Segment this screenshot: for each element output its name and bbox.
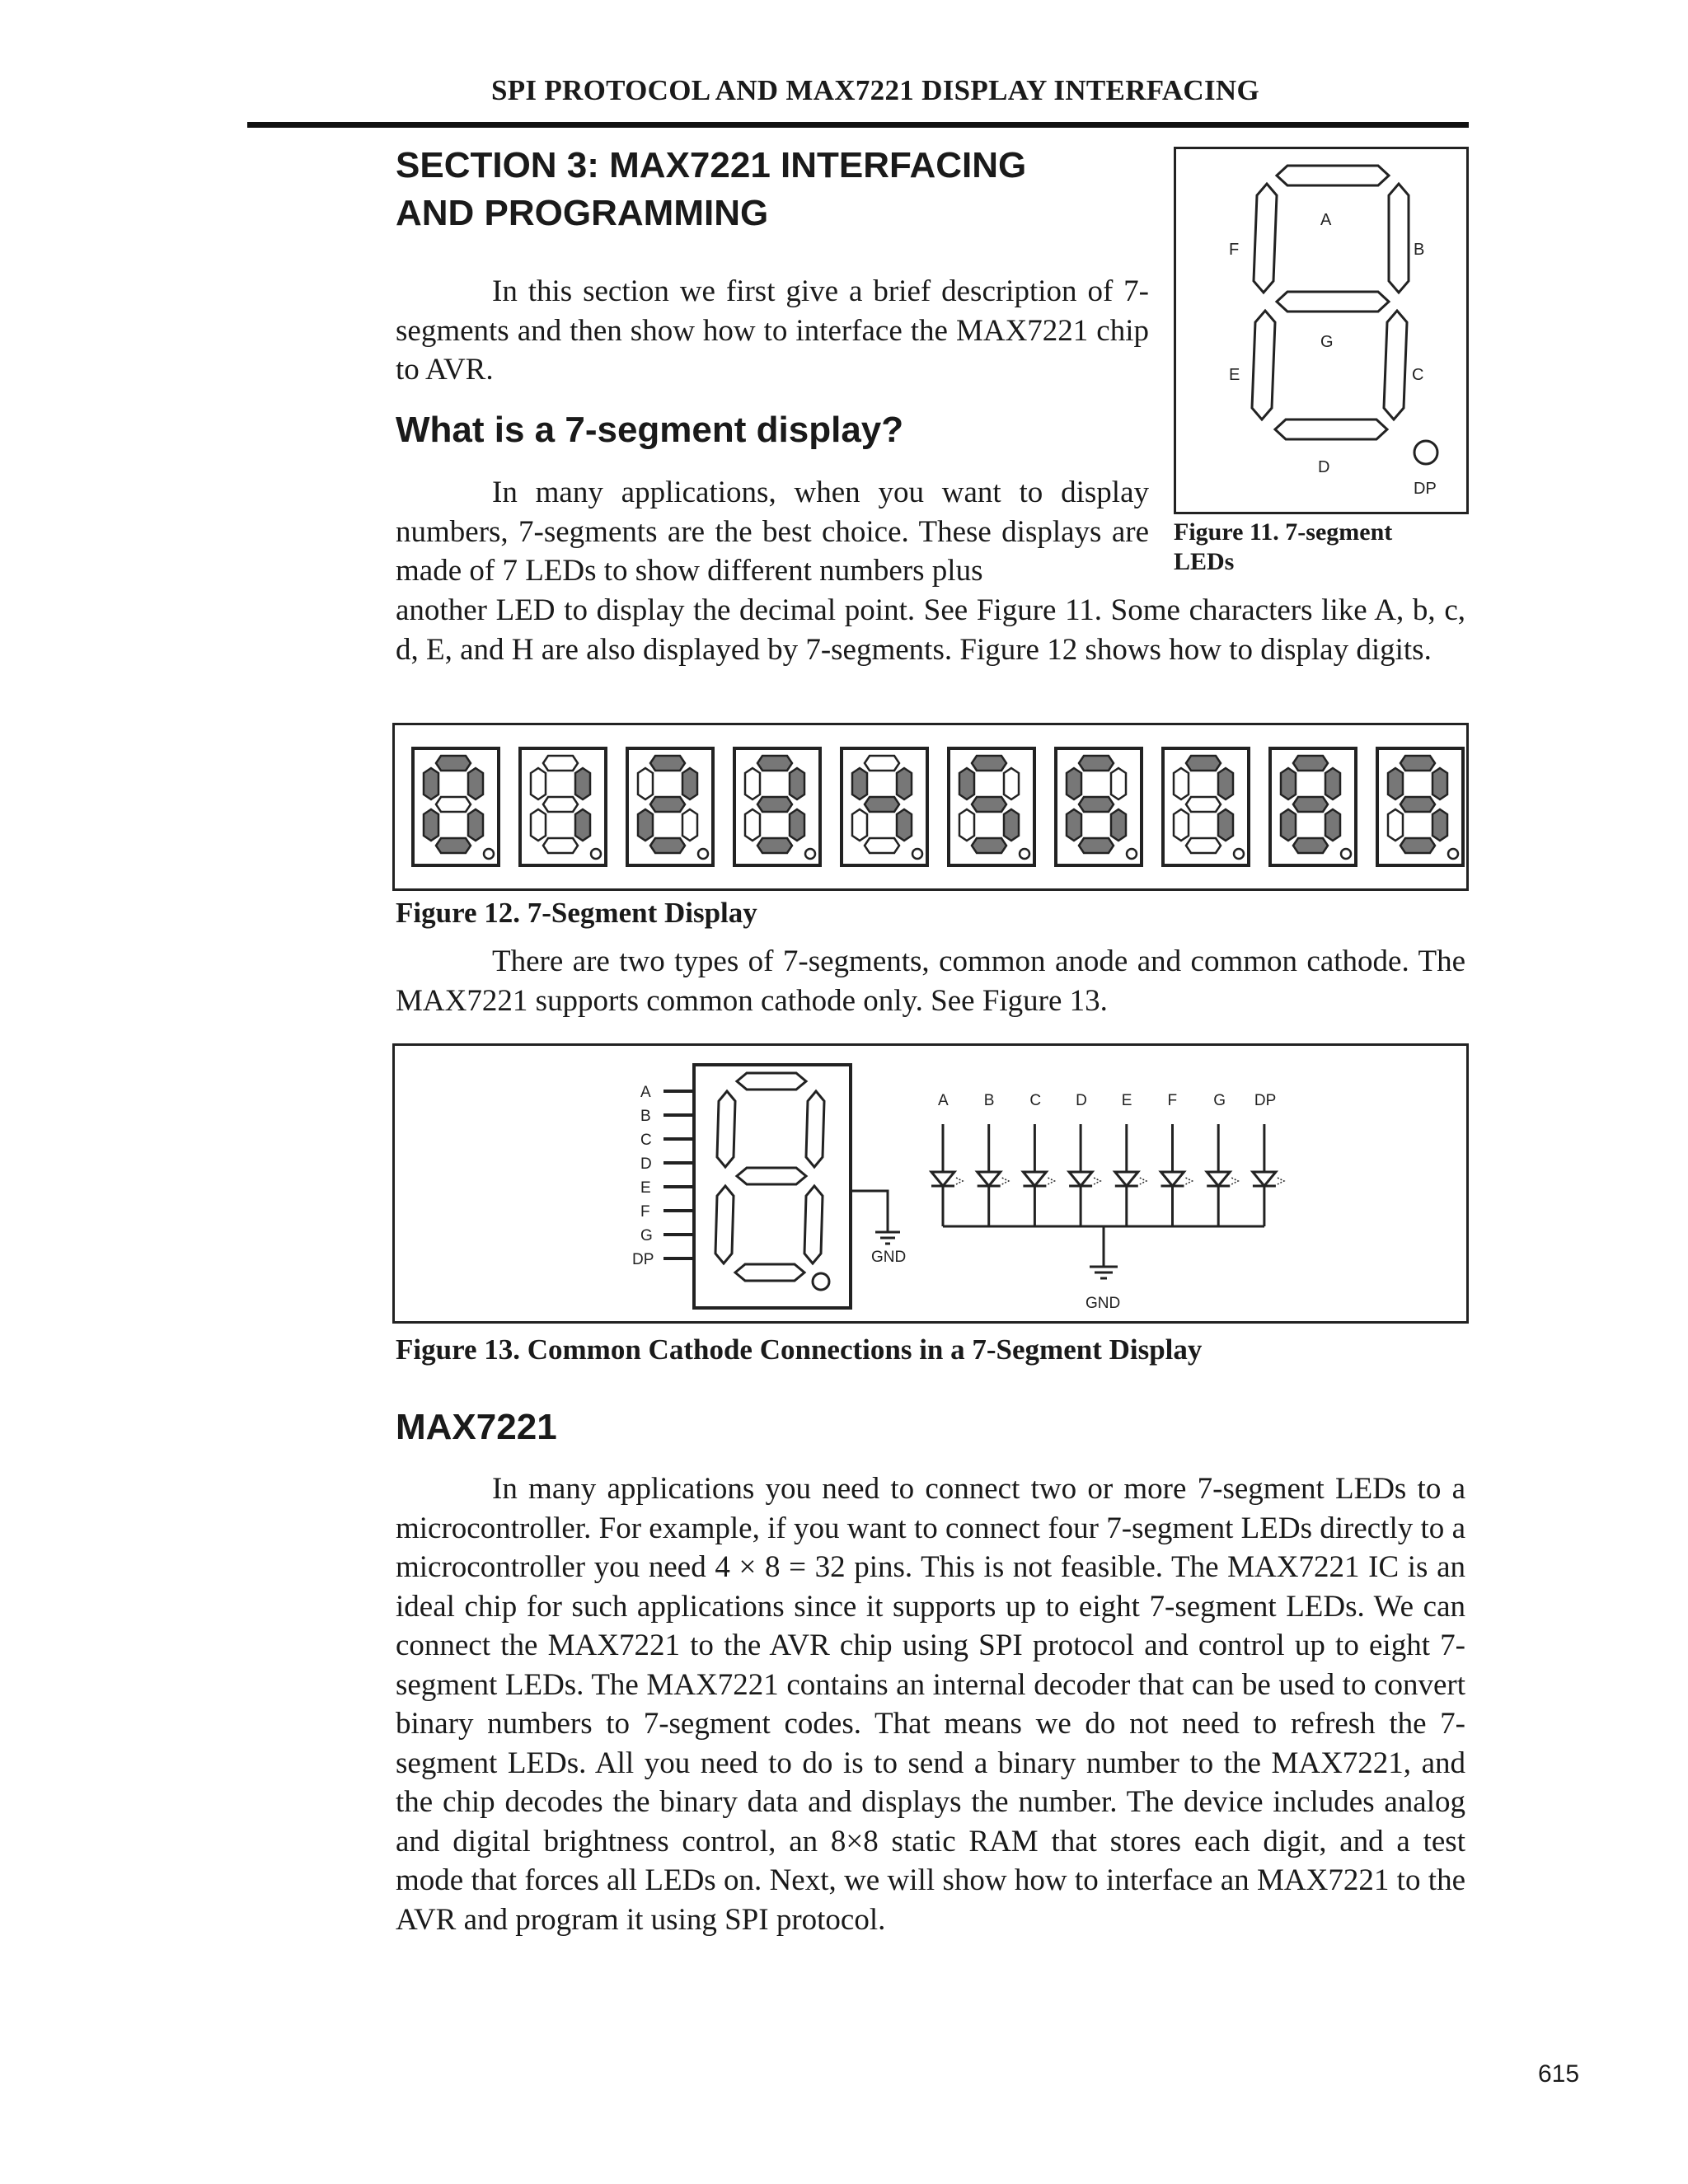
digit-4-segment-e: [852, 809, 867, 841]
fig11-label-f: F: [1229, 241, 1240, 259]
digit-1-segment-e: [531, 809, 546, 841]
header-rule: [247, 122, 1469, 128]
digit-cell-9: [1377, 748, 1463, 865]
fig13-led-label-d: D: [1076, 1092, 1087, 1109]
digit-3-segment-g: [757, 797, 792, 812]
fig11-label-g: G: [1320, 333, 1334, 351]
figure13-box: [392, 1043, 1469, 1324]
fig13-led-label-dp: DP: [1254, 1092, 1277, 1109]
digit-6-segment-d: [1079, 838, 1114, 853]
digit-0-segment-c: [468, 809, 483, 841]
intro-paragraph: In this section we first give a brief description of 7-segments and then show how to interface the MAX7221 chip to AVR.: [396, 274, 1149, 387]
digit-6-dp: [1127, 849, 1137, 859]
digit-1-segment-f: [531, 768, 546, 799]
fig13-gnd-right-label: GND: [1085, 1295, 1121, 1312]
digit-2-segment-e: [638, 809, 653, 841]
digit-7-segment-e: [1174, 809, 1189, 841]
figure12-caption: Figure 12. 7-Segment Display: [396, 897, 757, 929]
figure11-caption-line2: LEDs: [1174, 548, 1235, 575]
fig13-pin-label-f: F: [640, 1203, 650, 1221]
fig11-label-e: E: [1229, 366, 1240, 384]
digit-cell-5: [949, 748, 1034, 865]
max7221-heading: MAX7221: [396, 1407, 557, 1447]
fig13-led-label-g: G: [1213, 1092, 1226, 1109]
segment-dp: [1414, 441, 1437, 464]
digit-6-segment-f: [1067, 768, 1081, 799]
digit-3-segment-c: [790, 809, 804, 841]
segment-c: [1384, 311, 1407, 419]
digit-8-dp: [1341, 849, 1351, 859]
digit-9-segment-f: [1388, 768, 1403, 799]
digit-4-segment-b: [897, 768, 912, 799]
digit-6-segment-c: [1111, 809, 1126, 841]
digit-2-segment-g: [650, 797, 685, 812]
segment-b: [1389, 184, 1409, 293]
fig13-led-b: [978, 1124, 1009, 1226]
digit-5-segment-d: [972, 838, 1006, 853]
max7221-paragraph: In many applications you need to connect two or more 7-segment LEDs to a microcontroller. For example, if you want to connect four 7-segment LEDs directly to a microcontroller you need 4 × 8 = 32 pins. This is not feasible. The MAX7221 IC is an ideal chip for such applications since it supports up to eight 7-segment LEDs. We can connect the MAX7221 to the AVR chip using SPI protocol and control up to eight 7-segment LEDs. The MAX7221 contains an internal decoder that can be used to convert binary numbers to 7-segment codes. That means we do not need to refresh the 7-segment LEDs. All you need to do is to send a binary number to the MAX7221, and the chip decodes the binary data and displays the number. The device includes analog and digital brightness control, an 8×8 static RAM that stores each digit, and a test mode that forces all LEDs on. Next, we will show how to interface an MAX7221 to the AVR and program it using SPI protocol.: [396, 1472, 1465, 1937]
fig13-left-ground: [851, 1191, 900, 1244]
fig13-gnd-left-label: GND: [871, 1249, 907, 1266]
fig13-pin-label-b: B: [640, 1108, 651, 1125]
digit-2-segment-f: [638, 768, 653, 799]
digit-9-segment-b: [1432, 768, 1447, 799]
digit-3-segment-a: [757, 756, 792, 771]
fig13-led-label-c: C: [1029, 1092, 1042, 1109]
digit-cell-4: [842, 748, 927, 865]
digit-cell-3: [734, 748, 820, 865]
digit-cell-8: [1270, 748, 1356, 865]
digit-0-segment-g: [436, 797, 471, 812]
fig13-led-c: [1023, 1124, 1054, 1226]
figure12-box: [392, 723, 1469, 891]
fig11-label-c: C: [1412, 366, 1424, 384]
digit-7-segment-f: [1174, 768, 1189, 799]
digit-9-segment-g: [1400, 797, 1435, 812]
digit-4-segment-f: [852, 768, 867, 799]
figure11-caption-line1: Figure 11. 7-segment: [1174, 518, 1393, 546]
digit-3-segment-d: [757, 838, 792, 853]
digit-cell-2: [627, 748, 713, 865]
segment-e: [1252, 311, 1275, 419]
figure13-caption: Figure 13. Common Cathode Connections in a 7-Segment Display: [396, 1333, 1203, 1366]
digit-1-segment-d: [543, 838, 578, 853]
digit-8-segment-c: [1325, 809, 1340, 841]
digit-4-segment-d: [865, 838, 899, 853]
digit-4-segment-c: [897, 809, 912, 841]
digit-1-segment-c: [575, 809, 590, 841]
section-heading: [396, 142, 1137, 237]
digit-3-segment-e: [745, 809, 760, 841]
cathode-paragraph: There are two types of 7-segments, common anode and common cathode. The MAX7221 supports common cathode only. See Figure 13.: [396, 944, 1465, 1018]
figure12-digit-row: [395, 725, 1466, 888]
segment-f: [1254, 184, 1277, 293]
digit-0-segment-a: [436, 756, 471, 771]
digit-8-segment-e: [1281, 809, 1296, 841]
fig13-led-g: [1207, 1124, 1238, 1226]
digit-5-segment-b: [1004, 768, 1019, 799]
digit-9-segment-a: [1400, 756, 1435, 771]
digit-9-segment-c: [1432, 809, 1447, 841]
digit-7-segment-d: [1186, 838, 1221, 853]
digit-1-segment-b: [575, 768, 590, 799]
digit-8-segment-g: [1293, 797, 1328, 812]
fig13-pin-label-d: D: [640, 1155, 652, 1173]
seven-segment-heading: What is a 7-segment display?: [396, 410, 904, 450]
digit-7-segment-a: [1186, 756, 1221, 771]
section-heading-line1: SECTION 3: MAX7221 INTERFACING: [396, 145, 1027, 185]
fig13-right-ground: [943, 1226, 1264, 1278]
digit-2-dp: [698, 849, 708, 859]
fig13-led-e: [1115, 1124, 1146, 1226]
fig11-label-b: B: [1414, 241, 1425, 259]
digit-7-segment-c: [1218, 809, 1233, 841]
digit-6-segment-e: [1067, 809, 1081, 841]
digit-6-segment-g: [1079, 797, 1114, 812]
digit-0-segment-b: [468, 768, 483, 799]
digit-1-segment-g: [543, 797, 578, 812]
digit-9-dp: [1448, 849, 1458, 859]
digit-2-segment-a: [650, 756, 685, 771]
segment-d: [1275, 419, 1387, 439]
digit-4-dp: [912, 849, 922, 859]
digit-cell-6: [1056, 748, 1142, 865]
fig13-pin-label-c: C: [640, 1132, 652, 1149]
digit-6-segment-b: [1111, 768, 1126, 799]
digit-8-segment-d: [1293, 838, 1328, 853]
digit-5-segment-e: [959, 809, 974, 841]
fig13-pin-label-e: E: [640, 1179, 651, 1197]
digit-4-segment-g: [865, 797, 899, 812]
page-number: 615: [1538, 2060, 1580, 2088]
section-heading-line2: AND PROGRAMMING: [396, 193, 769, 233]
digit-3-dp: [805, 849, 815, 859]
digit-7-segment-b: [1218, 768, 1233, 799]
digit-cell-7: [1163, 748, 1249, 865]
digit-0-segment-f: [424, 768, 438, 799]
fig13-led-label-e: E: [1121, 1092, 1132, 1109]
digit-cell-1: [520, 748, 606, 865]
fig13-led-d: [1069, 1124, 1100, 1226]
fig13-pin-label-a: A: [640, 1084, 651, 1101]
digit-8-segment-f: [1281, 768, 1296, 799]
fig13-led-f: [1161, 1124, 1193, 1226]
fig13-led-label-a: A: [938, 1092, 949, 1109]
fig13-led-a: [931, 1124, 963, 1226]
digit-8-segment-a: [1293, 756, 1328, 771]
fig11-label-d: D: [1318, 458, 1330, 476]
seven-segment-paragraph-part1: In many applications, when you want to display numbers, 7-segments are the best choice. These displays are made of 7 LEDs to show different numbers plus: [396, 476, 1149, 588]
fig13-pin-label-g: G: [640, 1227, 653, 1244]
digit-0-segment-e: [424, 809, 438, 841]
figure11-caption: [1174, 518, 1392, 577]
digit-0-dp: [484, 849, 494, 859]
running-header: SPI PROTOCOL AND MAX7221 DISPLAY INTERFACING: [490, 74, 1260, 106]
fig11-label-dp: DP: [1414, 480, 1437, 498]
fig13-display-segments: [715, 1073, 829, 1290]
digit-3-segment-b: [790, 768, 804, 799]
digit-9-segment-e: [1388, 809, 1403, 841]
digit-5-segment-a: [972, 756, 1006, 771]
digit-2-segment-c: [682, 809, 697, 841]
fig13-led-label-f: F: [1167, 1092, 1178, 1109]
digit-7-dp: [1234, 849, 1244, 859]
figure11-seven-segment-diagram: [1176, 149, 1466, 512]
digit-5-segment-c: [1004, 809, 1019, 841]
digit-7-segment-g: [1186, 797, 1221, 812]
digit-0-segment-d: [436, 838, 471, 853]
segment-a: [1277, 166, 1389, 185]
digit-1-dp: [591, 849, 601, 859]
fig13-pin-label-dp: DP: [632, 1251, 654, 1268]
digit-4-segment-a: [865, 756, 899, 771]
digit-9-segment-d: [1400, 838, 1435, 853]
fig11-label-a: A: [1320, 211, 1332, 229]
fig13-led-label-b: B: [983, 1092, 995, 1109]
seven-segment-paragraph-part2: another LED to display the decimal point. See Figure 11. Some characters like A, b, c, d, E, and H are also displayed by 7-segments. Figure 12 shows how to display digits.: [396, 593, 1465, 667]
fig13-led-dp: [1253, 1124, 1284, 1226]
digit-1-segment-a: [543, 756, 578, 771]
figure11-box: [1174, 147, 1469, 514]
digit-6-segment-a: [1079, 756, 1114, 771]
figure13-diagram: [395, 1046, 1466, 1321]
digit-3-segment-f: [745, 768, 760, 799]
digit-2-segment-d: [650, 838, 685, 853]
digit-8-segment-b: [1325, 768, 1340, 799]
digit-2-segment-b: [682, 768, 697, 799]
digit-5-segment-f: [959, 768, 974, 799]
digit-5-segment-g: [972, 797, 1006, 812]
digit-cell-0: [413, 748, 499, 865]
digit-5-dp: [1020, 849, 1029, 859]
segment-g: [1277, 292, 1389, 312]
